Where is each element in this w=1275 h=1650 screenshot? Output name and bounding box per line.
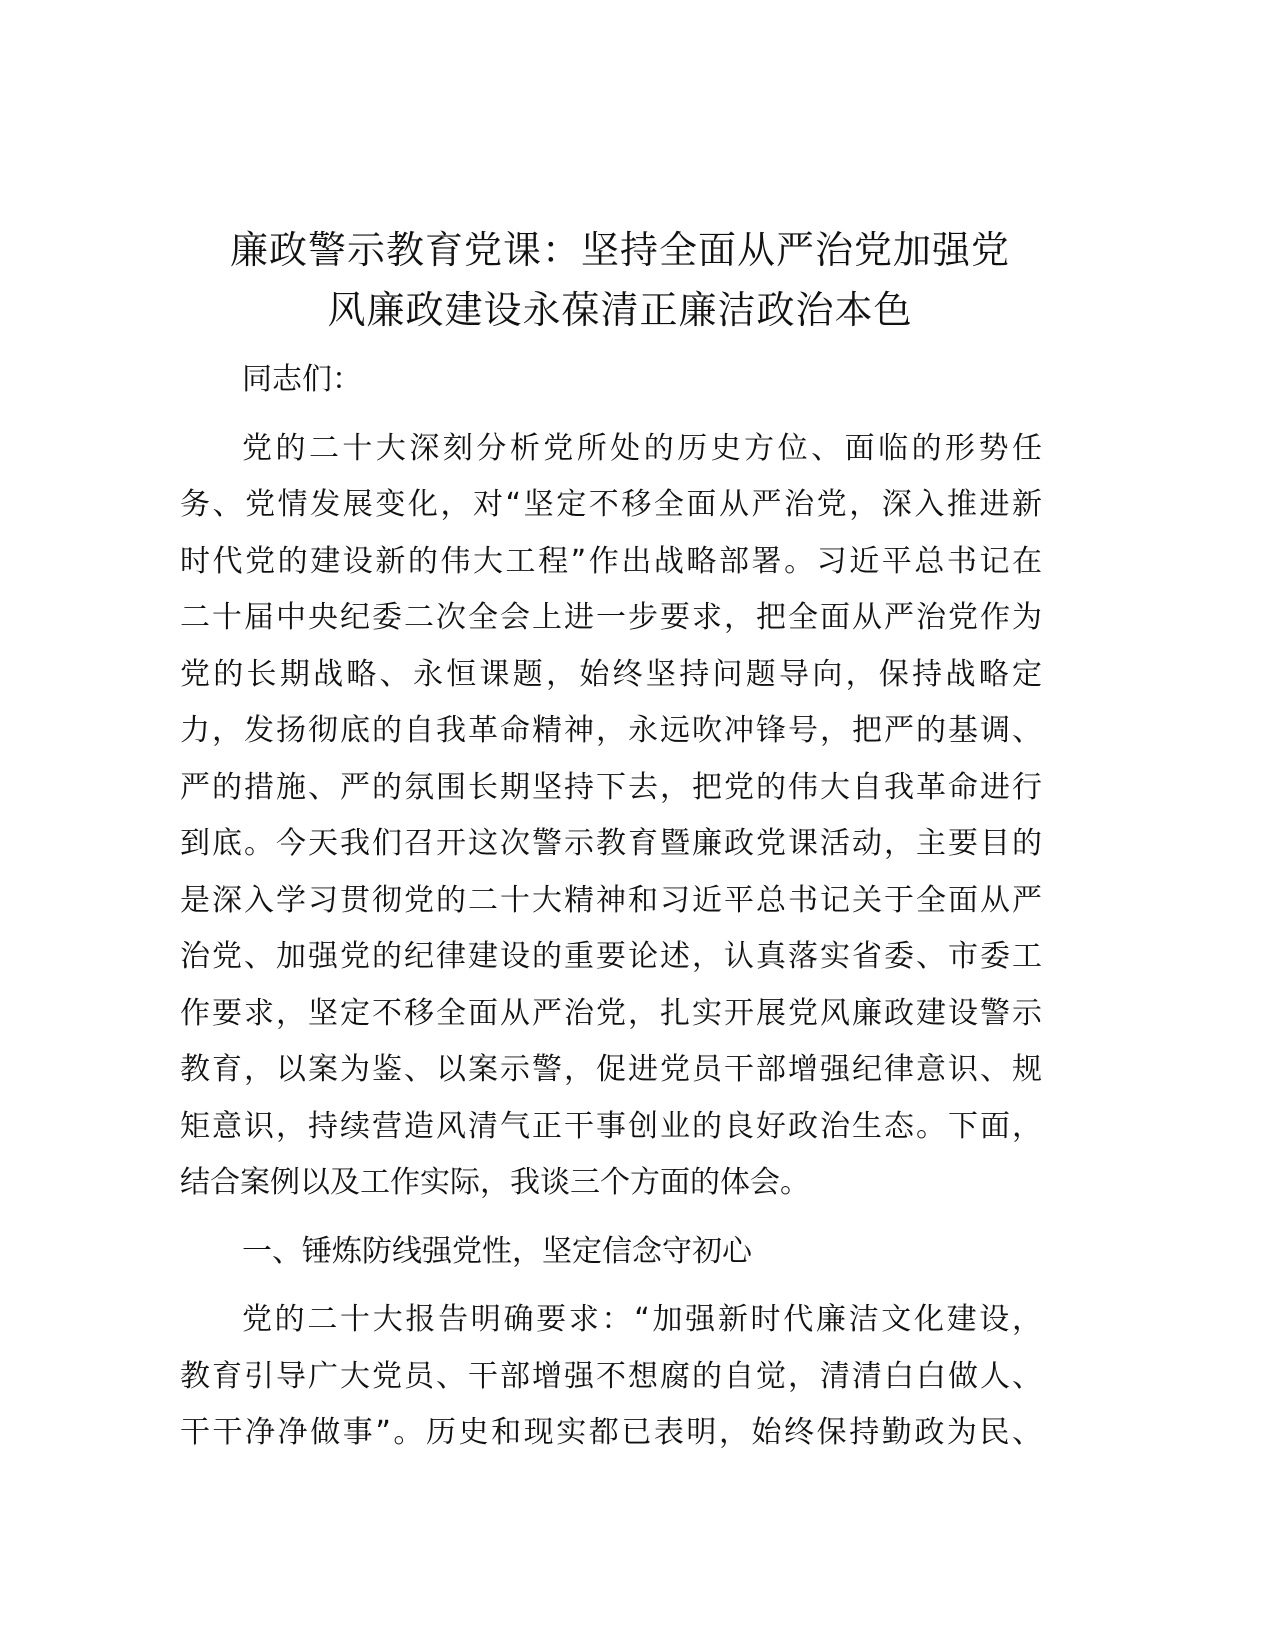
paragraph-gap (180, 1212, 1042, 1224)
document-title (180, 220, 1060, 340)
paragraph-line: 作要求，坚定不移全面从严治党，扎实开展党风廉政建设警示 (180, 995, 1042, 1031)
paragraph-line: 矩意识，持续营造风清气正干事创业的良好政治生态。下面， (180, 1108, 1042, 1144)
paragraph-gap (180, 1280, 1042, 1292)
paragraph-line: 治党、加强党的纪律建设的重要论述，认真落实省委、市委工 (180, 939, 1042, 974)
paragraph-line: 是深入学习贯彻党的二十大精神和习近平总书记关于全面从严 (180, 882, 1042, 918)
paragraph-line: 教育，以案为鉴、以案示警，促进党员干部增强纪律意识、规 (180, 1052, 1042, 1087)
section-heading-1: 一、锤炼防线强党性，坚定信念守初心 (242, 1233, 752, 1269)
paragraph-line: 时代党的建设新的伟大工程”作出战略部署。习近平总书记在 (180, 543, 1042, 579)
paragraph-line: 结合案例以及工作实际，我谈三个方面的体会。 (180, 1165, 810, 1200)
document-body (180, 352, 1042, 1462)
paragraph-line: 党的二十大深刻分析党所处的历史方位、面临的形势任 (242, 430, 1042, 466)
title-line-2: 风廉政建设永葆清正廉洁政治本色 (327, 288, 913, 332)
paragraph-line: 党的二十大报告明确要求：“加强新时代廉洁文化建设， (242, 1302, 1042, 1337)
title-line-1: 廉政警示教育党课：坚持全面从严治党加强党 (229, 228, 1010, 272)
paragraph-line: 党的长期战略、永恒课题，始终坚持问题导向，保持战略定 (180, 656, 1042, 692)
paragraph-line: 严的措施、严的氛围长期坚持下去，把党的伟大自我革命进行 (180, 769, 1042, 805)
paragraph-line: 教育引导广大党员、干部增强不想腐的自觉，清清白白做人、 (180, 1358, 1042, 1394)
paragraph-line: 力，发扬彻底的自我革命精神，永远吹冲锋号，把严的基调、 (180, 713, 1042, 748)
paragraph-gap (180, 409, 1042, 421)
paragraph-1 (180, 421, 1042, 1212)
paragraph-line: 二十届中央纪委二次全会上进一步要求，把全面从严治党作为 (180, 600, 1042, 635)
paragraph-line: 干干净净做事”。历史和现实都已表明，始终保持勤政为民、 (180, 1415, 1042, 1450)
paragraph-line: 到底。今天我们召开这次警示教育暨廉政党课活动，主要目的 (180, 826, 1042, 861)
paragraph-2 (180, 1292, 1042, 1462)
paragraph-line: 务、党情发展变化，对“坚定不移全面从严治党，深入推进新 (180, 487, 1042, 522)
salutation: 同志们： (242, 362, 362, 397)
